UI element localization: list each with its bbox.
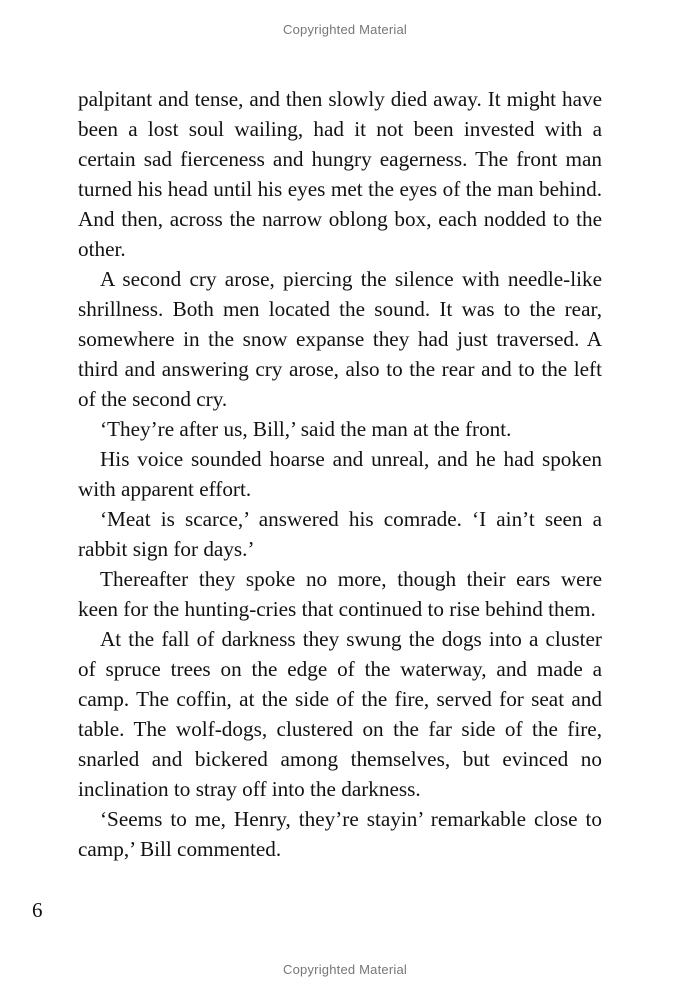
paragraph-2: A second cry arose, piercing the silence with needle-like shrillness. Both men located the sound. It was to the rear, somewhere in the snow expanse they had just traversed. A third and answering cry arose, also to the rear and to the left of the second cry. [78,267,602,411]
paragraph-3: ‘They’re after us, Bill,’ said the man at the front. [100,417,512,441]
paragraph-7: At the fall of darkness they swung the dogs into a cluster of spruce trees on the edge of the waterway, and made a camp. The coffin, at the side of the fire, served for seat and table. The wolf-dogs, clustered on the far side of the fire, snarled and bickered among themselves, but evinced no inclination to stray off into the darkness. [78,627,602,801]
page-number: 6 [32,898,43,922]
paragraph-6: Thereafter they spoke no more, though their ears were keen for the hunting-cries that continued to rise behind them. [78,567,602,621]
paragraph-5: ‘Meat is scarce,’ answered his comrade. ‘I ain’t seen a rabbit sign for days.’ [78,507,602,561]
copyright-watermark-top: Copyrighted Material [283,22,407,37]
page-body-text [78,84,602,864]
paragraph-4: His voice sounded hoarse and unreal, and he had spoken with apparent effort. [78,447,602,501]
paragraph-8: ‘Seems to me, Henry, they’re stayin’ remarkable close to camp,’ Bill commented. [78,807,602,861]
copyright-watermark-bottom: Copyrighted Material [283,962,407,977]
paragraph-1: palpitant and tense, and then slowly died away. It might have been a lost soul wailing, had it not been invested with a certain sad fierceness and hungry eagerness. The front man turned his head until his eyes met the eyes of the man behind. And then, across the narrow oblong box, each nodded to the other. [78,87,602,261]
